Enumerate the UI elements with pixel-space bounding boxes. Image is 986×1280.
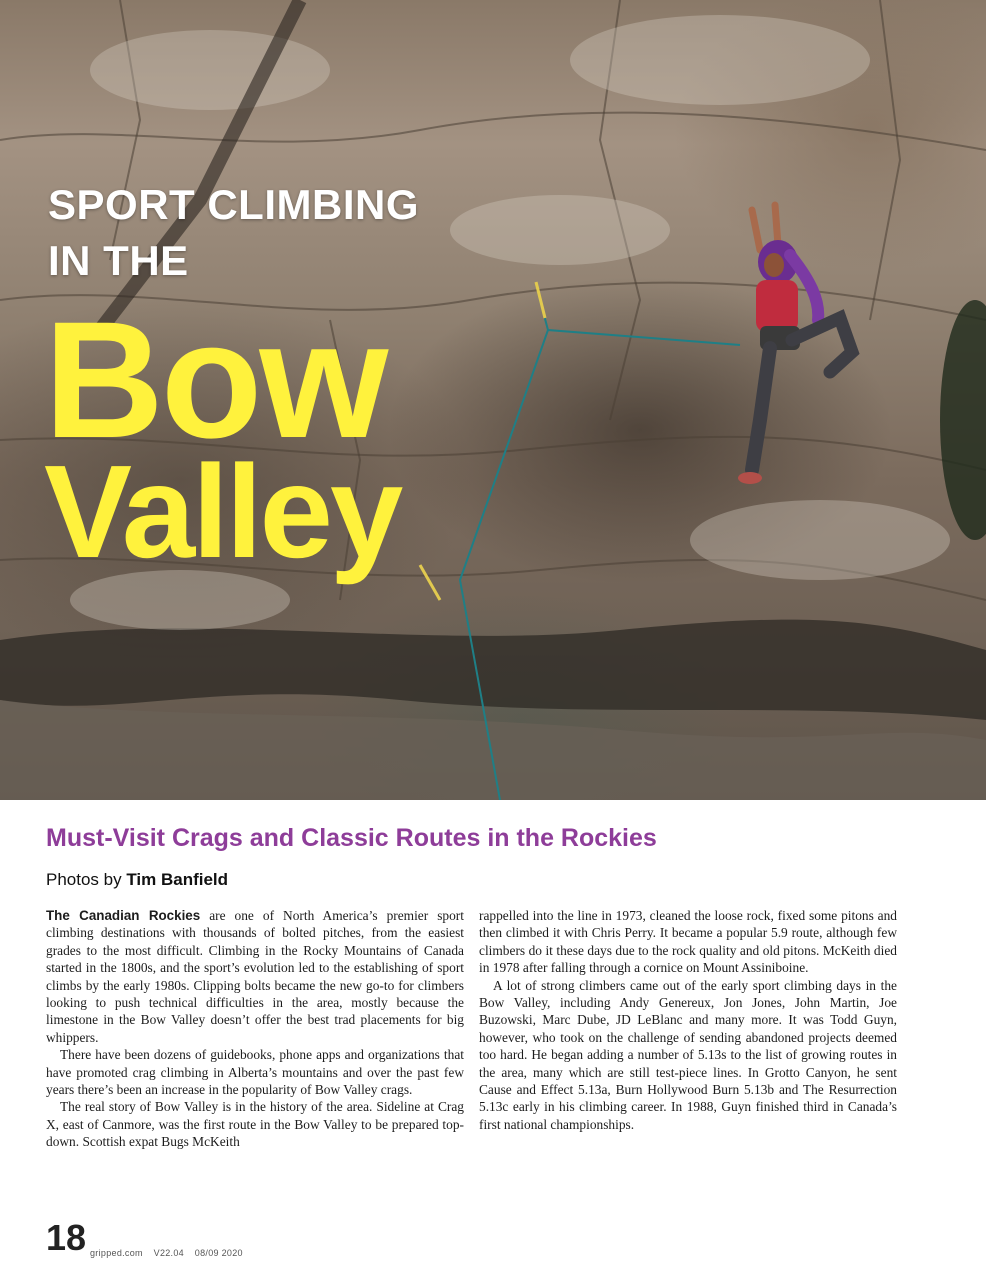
credit-name: Tim Banfield	[126, 870, 229, 889]
paragraph-1-body: are one of North America’s premier sport climbing destinations with thousands of bolted pitches, from the easiest grades to the most difficult. Climbing in the Rocky Mountains of Canada started in the 1800s, and the sport’s evolution led to the establishing of sport climbs by the early 1980s. Clipping bolts became the new go-to for climbers looking to push technical difficulties in the area, mostly because the limestone in the Bow Valley doesn’t offer the best trad placements for big whippers.	[46, 908, 464, 1045]
article-column-left	[46, 907, 464, 1151]
article-paragraph-4: rappelled into the line in 1973, cleaned the loose rock, fixed some pitons and then climbed it with Chris Perry. It became a popular 5.9 route, although few climbers do it these days due to the rock quality and old pitons. McKeith died in 1978 after falling through a cornice on Mount Assiniboine.	[479, 908, 897, 976]
title-sport-climbing: SPORT CLIMBING	[48, 181, 419, 228]
article-paragraph-3: The real story of Bow Valley is in the history of the area. Sideline at Crag X, east of Canmore, was the first route in the Bow Valley to be prepared top-down. Scottish expat Bugs McKeith	[46, 1099, 464, 1150]
footer-site: gripped.com	[90, 1248, 143, 1258]
photo-credit	[46, 870, 228, 890]
title-valley: Valley	[44, 438, 401, 585]
article-paragraph-2: There have been dozens of guidebooks, phone apps and organizations that have promoted crag climbing in Alberta’s mountains and over the past few years there’s been an increase in the popularity of Bow Valley crags.	[46, 1047, 464, 1098]
lead-in: The Canadian Rockies	[46, 908, 201, 923]
credit-prefix: Photos by	[46, 870, 127, 889]
footer-volume: V22.04	[153, 1248, 184, 1258]
article-paragraph-5: A lot of strong climbers came out of the early sport climbing days in the Bow Valley, including Andy Genereux, Jon Jones, John Martin, Joe Buzowski, Marc Dube, JD LeBlanc and many more. It was Todd Guyn, however, who took on the challenge of sending abandoned projects deemed too hard. He began adding a number of 5.13s to the list of growing routes in the area, many which are still test-piece lines. In Grotto Canyon, he sent Cause and Effect 5.13a, Burn Hollywood Burn 5.13b and The Resurrection 5.13c early in his climbing career. In 1988, Guyn finished third in Canada’s first national championships.	[479, 977, 897, 1132]
footer-meta	[90, 1248, 251, 1258]
article-paragraph-1	[46, 907, 464, 1046]
page-number: 18	[46, 1217, 87, 1258]
article-subtitle: Must-Visit Crags and Classic Routes in the Rockies	[46, 824, 657, 852]
article-column-right	[479, 907, 897, 1133]
footer-date: 08/09 2020	[194, 1248, 243, 1258]
title-in-the: IN THE	[48, 237, 189, 284]
title-bow: Bow	[44, 288, 386, 473]
